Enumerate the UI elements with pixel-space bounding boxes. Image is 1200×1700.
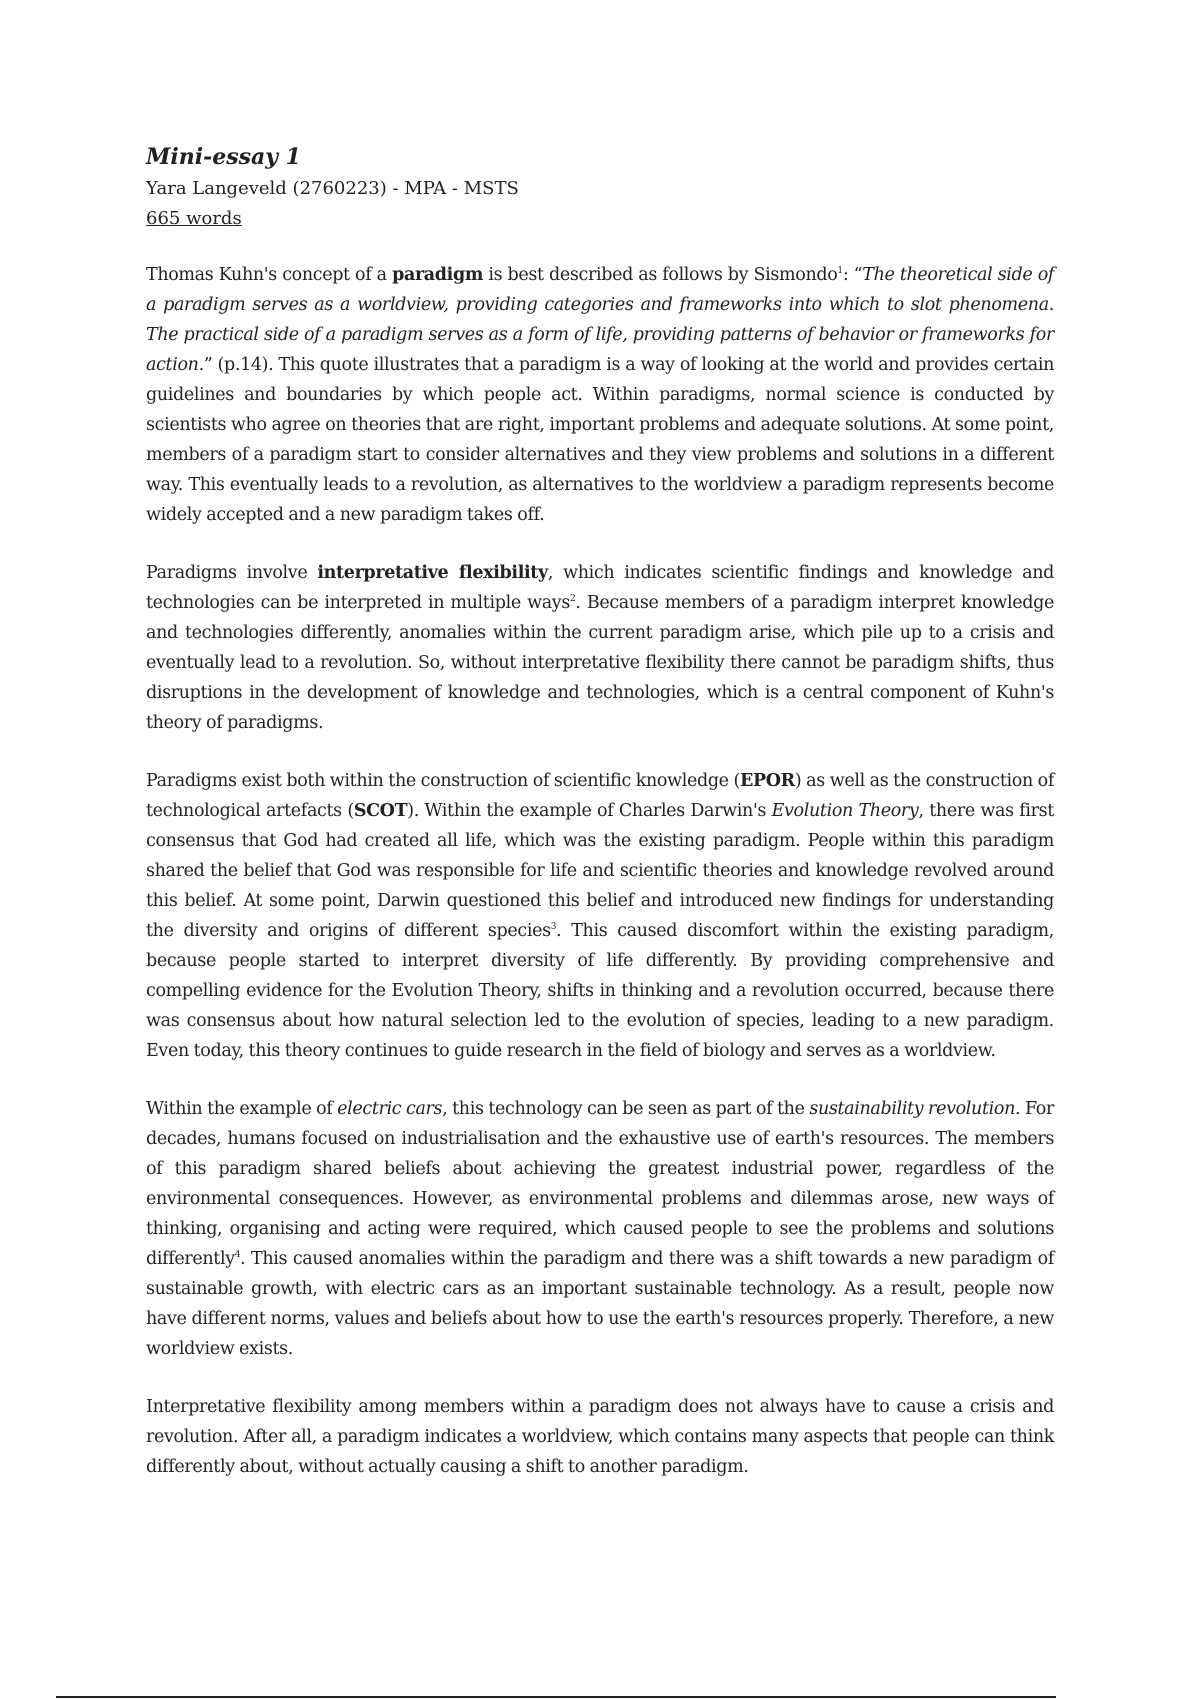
footnote-divider — [56, 1696, 1056, 1698]
p3-text-e: , there was first consensus that God had created all life, which was the existing paradigm. People within this paradigm shared the belief that God was responsible for life and scientific theories and knowledge revolved around this belief. At some point, Darwin questioned this belief and introduced new findings for understanding the diversity and origins of different species — [146, 801, 1054, 941]
p4-text-a: Within the example of — [146, 1099, 338, 1119]
author-line: Yara Langeveld (2760223) - MPA - MSTS — [146, 178, 519, 199]
p1-text-a: Thomas Kuhn's concept of a — [146, 265, 393, 285]
p1-text-c: is best described as follows by Sismondo — [483, 265, 838, 285]
p1-text-d: : “ — [842, 265, 863, 285]
p3-text-a: Paradigms exist both within the construction of scientific knowledge ( — [146, 771, 740, 791]
footnote-ref-4: 4 — [234, 1250, 241, 1261]
p3-text-f: . This caused discomfort within the existing paradigm, because people started to interpret diversity of life differently. By providing comprehensive and compelling evidence for the Evolution Theory, shifts in thinking and a revolution occurred, because there was consensus about how natural selection led to the evolution of species, leading to a new paradigm. Even today, this theory continues to guide research in the field of biology and serves as a worldview. — [146, 921, 1054, 1061]
paragraph-4 — [146, 1094, 1054, 1364]
p2-text-a: Paradigms involve — [146, 563, 318, 583]
paragraph-1 — [146, 260, 1054, 530]
p1-quote: The theoretical side of a paradigm serves as a worldview, providing categories and frameworks into which to slot phenomena. The practical side of a paradigm serves as a form of life, providing patterns of behavior or frameworks for action. — [146, 265, 1055, 375]
essay-title: Mini-essay 1 — [146, 144, 301, 170]
p5-text-a: Interpretative flexibility among members within a paradigm does not always have to cause a crisis and revolution. After all, a paradigm indicates a worldview, which contains many aspects that people can think differently about, without actually causing a shift to another paradigm. — [146, 1397, 1054, 1477]
p2-text-c: , which indicates scientific findings and knowledge and technologies can be interpreted in multiple ways — [146, 563, 1054, 613]
p4-sustainability-revolution: sustainability revolution — [809, 1099, 1016, 1119]
paragraph-3 — [146, 766, 1054, 1066]
p3-text-d: ). Within the example of Charles Darwin's — [407, 801, 772, 821]
footnote-ref-1: 1 — [837, 266, 843, 277]
essay-body — [146, 260, 1054, 1482]
p1-text-e: ” (p.14). This quote illustrates that a paradigm is a way of looking at the world and provides certain guidelines and boundaries by which people act. Within paradigms, normal science is conducted by scientists who agree on theories that are right, important problems and adequate solutions. At some point, members of a paradigm start to consider alternatives and they view problems and solutions in a different way. This eventually leads to a revolution, as alternatives to the worldview a paradigm represents become widely accepted and a new paradigm takes off. — [146, 355, 1054, 525]
word-count: 665 words — [146, 208, 242, 229]
p3-term-epor: EPOR — [739, 771, 795, 791]
p3-term-scot: SCOT — [353, 801, 408, 821]
p4-electric-cars: electric cars — [337, 1099, 443, 1119]
paragraph-2 — [146, 558, 1054, 738]
p3-evolution-theory: Evolution Theory — [771, 801, 919, 821]
p4-text-c: . For decades, humans focused on industrialisation and the exhaustive use of earth's resources. The members of this paradigm shared beliefs about achieving the greatest industrial power, regardless of the environmental consequences. However, as environmental problems and dilemmas arose, new ways of thinking, organising and acting were required, which caused people to see the problems and solutions differently — [146, 1099, 1054, 1269]
footnote-ref-3: 3 — [550, 922, 557, 933]
paragraph-5 — [146, 1392, 1054, 1482]
document-page — [146, 140, 1054, 1510]
p3-text-c: ) as well as the construction of technological artefacts ( — [146, 771, 1054, 821]
p4-text-b: , this technology can be seen as part of the — [442, 1099, 810, 1119]
p1-term-paradigm: paradigm — [392, 265, 484, 285]
p4-text-d: . This caused anomalies within the paradigm and there was a shift towards a new paradigm of sustainable growth, with electric cars as an important sustainable technology. As a result, people now have different norms, values and beliefs about how to use the earth's resources properly. Therefore, a new worldview exists. — [146, 1249, 1054, 1359]
p2-term-flexibility: interpretative flexibility — [317, 563, 548, 583]
p2-text-d: . Because members of a paradigm interpret knowledge and technologies differently, anomalies within the current paradigm arise, which pile up to a crisis and eventually lead to a revolution. So, without interpretative flexibility there cannot be paradigm shifts, thus disruptions in the development of knowledge and technologies, which is a central component of Kuhn's theory of paradigms. — [146, 593, 1054, 733]
footnote-ref-2: 2 — [569, 594, 576, 605]
